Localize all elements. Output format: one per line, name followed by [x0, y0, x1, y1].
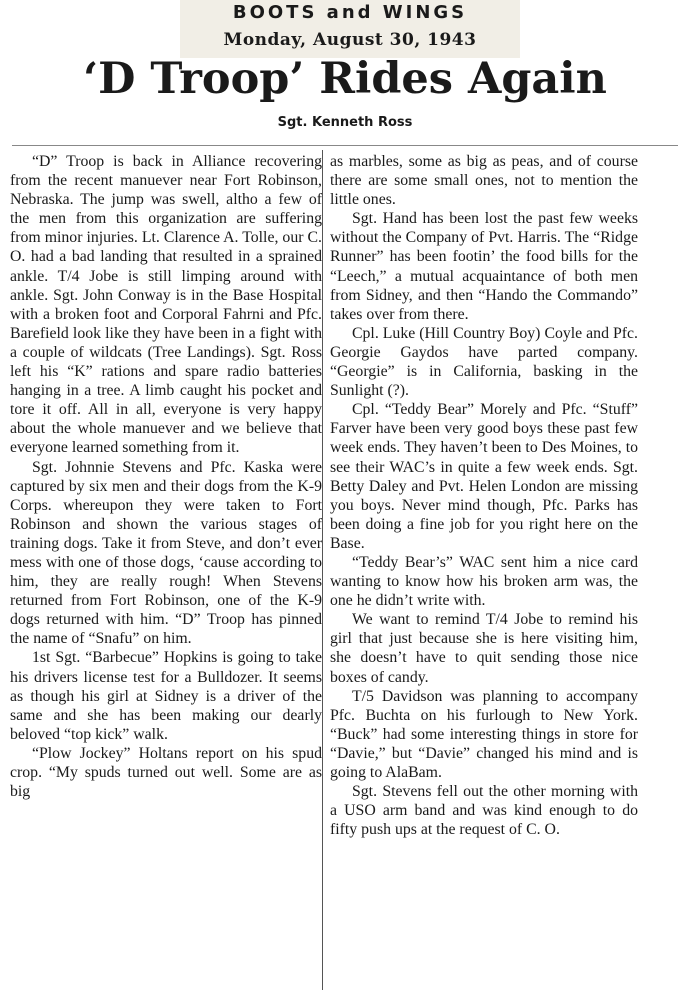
paragraph: Cpl. Luke (Hill Country Boy) Coyle and Pfc. Georgie Gaydos have parted company. “Georgie” is in California, basking in the Sunlight (?).: [330, 324, 638, 400]
newspaper-name: BOOTS and WINGS: [232, 2, 468, 23]
paragraph: “Teddy Bear’s” WAC sent him a nice card wanting to know how his broken arm was, the one he didn’t write with.: [330, 553, 638, 610]
left-column: [10, 152, 322, 801]
article-byline: Sgt. Kenneth Ross: [277, 115, 413, 130]
paragraph: Sgt. Stevens fell out the other morning with a USO arm band and was kind enough to do fifty push ups at the request of C. O.: [330, 783, 638, 839]
right-column: [330, 152, 638, 839]
article-headline: ‘D Troop’ Rides Again: [83, 54, 607, 104]
paragraph: “Plow Jockey” Holtans report on his spud crop. “My spuds turned out well. Some are as big: [10, 744, 322, 801]
paragraph: Sgt. Johnnie Stevens and Pfc. Kaska were captured by six men and their dogs from the K-9 Corps. whereupon they were taken to Fort Robinson and shown the various stages of training dogs. Take it from Steve, and don’t ever mess with one of those dogs, ‘cause according to him, they are really rough! When Stevens returned from Fort Robinson, one of the K-9 dogs returned with him. “D” Troop has pinned the name of “Snafu” on him.: [10, 458, 322, 648]
paragraph: We want to remind T/4 Jobe to remind his girl that just because she is here visiting him, she doesn’t have to quit sending those nice boxes of candy.: [330, 611, 638, 686]
column-divider: [322, 150, 323, 990]
paragraph: T/5 Davidson was planning to accompany Pfc. Buchta on his furlough to New York. “Buck” had some interesting things in store for “Davie,” but “Davie” changed his mind and is going to AlaBam.: [330, 687, 638, 781]
paragraph: “D” Troop is back in Alliance recovering from the recent manuever near Fort Robinson, Nebraska. The jump was swell, altho a few of the men from this organization are suffering from minor injuries. Lt. Clarence A. Tolle, our C. O. had a bad landing that resulted in a sprained ankle. T/4 Jobe is still limping around with ankle. Sgt. John Conway is in the Base Hospital with a broken foot and Corporal Fahrni and Pfc. Barefield look like they have been in a fight with a couple of wildcats (Tree Landings). Sgt. Ross left his “K” rations and spare radio batteries hanging in a tree. A limb caught his pocket and tore it off. All in all, everyone is very happy about the whole manuever and we believe that everyone learned something from it.: [10, 153, 322, 457]
top-divider: [12, 145, 678, 146]
paragraph: Sgt. Hand has been lost the past few weeks without the Company of Pvt. Harris. The “Ridge Runner” has been footin’ the food bills for the “Leech,” a mutual acquaintance of both men from Sidney, and then “Hando the Commando” takes over from there.: [330, 210, 638, 323]
paragraph: Cpl. “Teddy Bear” Morely and Pfc. “Stuff” Farver have been very good boys these past few week ends. They haven’t been to Des Moines, to see their WAC’s in quite a few week ends. Sgt. Betty Daley and Pvt. Helen London are missing you boys. Never mind though, Pfc. Parks has been doing a fine job for you right here on the Base.: [330, 401, 638, 552]
paragraph: as marbles, some as big as peas, and of course there are some small ones, not to mention the little ones.: [330, 153, 638, 209]
paragraph: 1st Sgt. “Barbecue” Hopkins is going to take his drivers license test for a Bulldozer. It seems as though his girl at Sidney is a driver of the same and she has been making our dearly beloved “top kick” walk.: [10, 649, 322, 743]
issue-date: Monday, August 30, 1943: [223, 30, 477, 50]
